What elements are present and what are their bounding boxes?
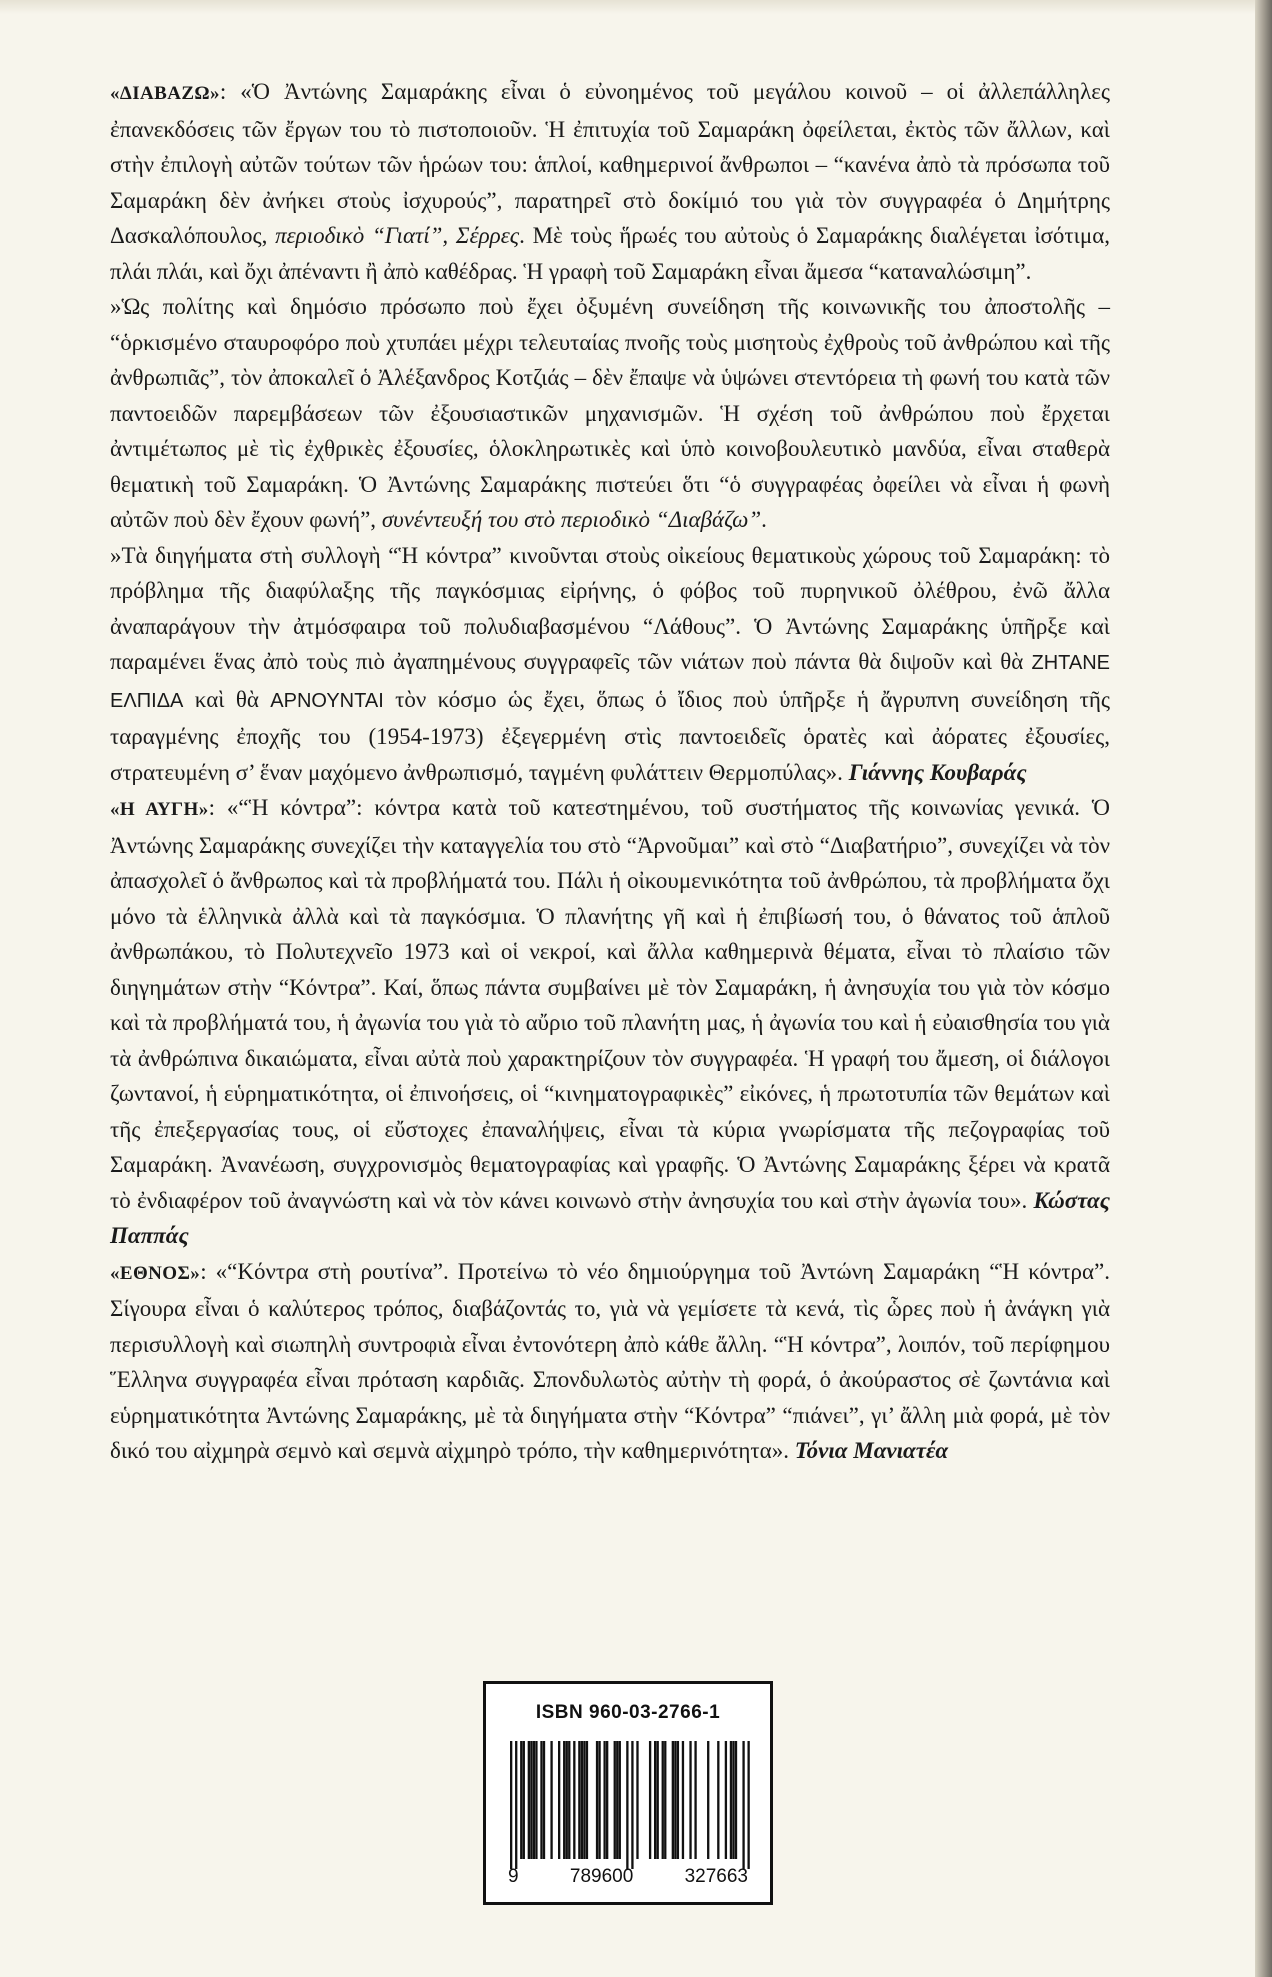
- barcode-bar: [520, 1741, 522, 1859]
- barcode-bar: [540, 1741, 542, 1859]
- review-text: .: [761, 507, 767, 532]
- barcode-bar: [530, 1741, 532, 1859]
- barcode-bar: [583, 1741, 585, 1859]
- review-text: »Τὰ διηγήματα στὴ συλλογὴ “Ἡ κόντρα” κινοῦνται στοὺς οἰκείους θεματικοὺς χώρους τοῦ Σαμαράκη: τὸ πρόβλημα τῆς διαφύλαξης τῆς παγκόσμιας εἰρήνης, ὁ φόβος τοῦ πυρηνικοῦ ὀλέθρου, ἐνῶ ἄλλα ἀναπαράγουν τὴν ἀτμόσφαιρα τοῦ πολυδιαβασμένου “Λάθους”. Ὁ Ἀντώνης Σαμαράκης ὑπῆρξε καὶ παραμένει ἕνας ἀπὸ τοὺς πιὸ ἀγαπημένους συγγραφεῖς τῶν νιάτων ποὺ πάντα θὰ διψοῦν καὶ θὰ: [110, 542, 1110, 674]
- barcode-bar: [528, 1741, 530, 1859]
- review-caps-text: ΖΗΤΑΝΕ ΕΛΠΙΔΑ: [110, 652, 1110, 712]
- barcode-bar: [664, 1741, 666, 1859]
- review-separator: : «: [200, 1258, 228, 1284]
- barcode-bar: [672, 1741, 674, 1859]
- cover-edge: [1255, 0, 1272, 1977]
- barcode-bar: [568, 1741, 570, 1859]
- barcode-bar: [543, 1741, 545, 1859]
- review-avgi: [110, 790, 1110, 1254]
- review-text: . Μὲ τοὺς ἥρωές του αὐτοὺς ὁ Σαμαράκης διαλέγεται ἰσότιμα, πλάι πλάι, καὶ ὄχι ἀπέναντι ἢ ἀπὸ καθέδρας. Ἡ γραφὴ τοῦ Σαμαράκη εἶναι ἄμεσα “καταναλώσιμη”.: [110, 223, 1110, 284]
- barcode-bar: [725, 1741, 727, 1859]
- barcode-bar: [606, 1741, 608, 1859]
- barcode-bar: [619, 1741, 621, 1859]
- barcode-bar: [707, 1741, 709, 1859]
- barcode-bar: [657, 1741, 659, 1859]
- review-source: «ΔΙΑΒΑΖΩ»: [110, 83, 220, 104]
- review-paragraph: [110, 289, 1110, 538]
- review-text: “Κόντρα στὴ ρουτίνα”. Προτείνω τὸ νέο δημιούργημα τοῦ Ἀντώνη Σαμαράκη “Ἡ κόντρα”. Σίγουρα εἶναι ὁ καλύτερος τρόπος, διαβάζοντάς το, γιὰ νὰ γεμίσετε τὰ κενά, τὶς ὧρες ποὺ ἡ ἀνάγκη γιὰ περισυλλογὴ καὶ σιωπηλὴ συντροφιὰ εἶναι ἐντονότερη ἀπὸ κάθε ἄλλη. “Ἡ κόντρα”, λοιπόν, τοῦ περίφημου Ἕλληνα συγγραφέα εἶναι πρόταση καρδιᾶς. Σπονδυλωτὸς αὐτὴν τὴ φορά, ὁ ἀκούραστος σὲ ζωντάνια καὶ εὑρηματικότητα Ἀντώνης Σαμαράκης, μὲ τὰ διηγήματα στὴν “Κόντρα” “πιάνει”, γι’ ἄλλη μιὰ φορά, μὲ τὸν δικό του αἰχμηρὰ σεμνὸ καὶ σεμνὰ αἰχμηρὸ τρόπο, τὴν καθημερινότητα».: [110, 1258, 1110, 1463]
- barcode-bar: [533, 1741, 535, 1859]
- barcode-bar: [717, 1741, 719, 1859]
- barcode-digits-left: 789600: [569, 1866, 634, 1887]
- review-citation: συνέντευξή του στὸ περιοδικὸ “Διαβάζω”: [381, 507, 762, 532]
- barcode-bar: [558, 1741, 560, 1859]
- isbn-label: ISBN 960-03-2766-1: [535, 1702, 721, 1723]
- barcode-bar: [649, 1741, 651, 1859]
- barcode-bar: [631, 1741, 633, 1869]
- barcode-bar: [573, 1741, 575, 1859]
- review-text: καὶ θὰ: [183, 686, 271, 712]
- review-text: »Ὡς πολίτης καὶ δημόσιο πρόσωπο ποὺ ἔχει ὀξυμένη συνείδηση τῆς κοινωνικῆς του ἀποστολῆς – “ὁρκισμένο σταυροφόρο ποὺ χτυπάει μέχρι τελευταίας πνοῆς τοὺς μισητοὺς ἐχθροὺς τοῦ ἀνθρώπου καὶ τῆς ἀνθρωπιᾶς”, τὸν ἀποκαλεῖ ὁ Ἀλέξανδρος Κοτζιάς – δὲν ἔπαψε νὰ ὑψώνει στεντόρεια τὴ φωνή του κατὰ τῶν παντοειδῶν παρεμβάσεων τῶν ἐξουσιαστικῶν μηχανισμῶν. Ἡ σχέση τοῦ ἀνθρώπου ποὺ ἔρχεται ἀντιμέτωπος μὲ τὶς ἐχθρικὲς ἐξουσίες, ὁλοκληρωτικὲς καὶ ὑπὸ κοινοβουλευτικὸ μανδύα, εἶναι σταθερὰ θεματικὴ τοῦ Σαμαράκη. Ὁ Ἀντώνης Σαμαράκης πιστεύει ὅτι “ὁ συγγραφέας ὀφείλει νὰ εἶναι ἡ φωνὴ αὐτῶν ποὺ δὲν ἔχουν φωνή”,: [110, 294, 1110, 532]
- barcode-bar: [550, 1741, 552, 1859]
- barcode-digits-right: 327663: [684, 1866, 748, 1887]
- isbn-barcode-box: [483, 1681, 773, 1905]
- barcode-bar: [603, 1741, 605, 1859]
- review-author: Τόνια Μανιατέα: [794, 1438, 949, 1463]
- barcode-bar: [515, 1741, 517, 1869]
- barcode-bar: [586, 1741, 588, 1859]
- barcode-bar: [674, 1741, 676, 1859]
- barcode-digits: [508, 1866, 748, 1888]
- barcode-bar: [578, 1741, 580, 1859]
- review-text: Ὁ Ἀντώνης Σαμαράκης εἶναι ὁ εὐνοημένος τοῦ μεγάλου κοινοῦ – οἱ ἀλλεπάλληλες ἐπανεκδόσεις τῶν ἔργων του τὸ πιστοποιοῦν. Ἡ ἐπιτυχία τοῦ Σαμαράκη ὀφείλεται, ἐκτὸς τῶν ἄλλων, καὶ στὴν ἐπιλογὴ αὐτῶν τούτων τῶν ἡρώων του: ἁπλοί, καθημερινοί ἄνθρωποι – “κανένα ἀπὸ τὰ πρόσωπα τοῦ Σαμαράκη δὲν ἀνήκει στοὺς ἰσχυρούς”, παρατηρεῖ στὸ δοκίμιό του γιὰ τὸν συγγραφέα ὁ Δημήτρης Δασκαλόπουλος,: [110, 79, 1110, 248]
- barcode-bar: [689, 1741, 691, 1859]
- review-source: «Η ΑΥΓΗ»: [110, 799, 209, 820]
- barcode-bar: [636, 1741, 638, 1859]
- barcode-digit-lead: 9: [508, 1866, 519, 1887]
- barcode-bar: [730, 1741, 732, 1859]
- review-ethnos: [110, 1254, 1110, 1469]
- barcode-bar: [682, 1741, 684, 1859]
- review-author: Γιάννης Κουβαράς: [848, 759, 1027, 785]
- barcode-bar: [732, 1741, 734, 1859]
- barcode-bar: [677, 1741, 679, 1859]
- review-diavazo: [110, 74, 1110, 289]
- review-author: Κώστας Παππάς: [110, 1187, 1110, 1248]
- barcode-bar: [662, 1741, 664, 1859]
- review-paragraph: [110, 538, 1110, 791]
- review-citation: περιοδικὸ “Γιατί”, Σέρρες: [275, 223, 520, 248]
- barcode-bar: [581, 1741, 583, 1859]
- barcode-icon: [510, 1741, 750, 1869]
- barcode-bar: [747, 1741, 749, 1869]
- review-source: «ΕΘΝΟΣ»: [110, 1262, 201, 1284]
- review-caps-text: ΑΡΝΟΥΝΤΑΙ: [270, 689, 384, 712]
- review-separator: : «: [208, 795, 239, 820]
- barcode-bar: [614, 1741, 616, 1859]
- barcode-bar: [566, 1741, 568, 1859]
- barcode-bar: [510, 1741, 512, 1869]
- barcode-bar: [694, 1741, 696, 1859]
- barcode-bar: [742, 1741, 744, 1869]
- barcode-bar: [626, 1741, 628, 1869]
- barcode-bar: [616, 1741, 618, 1859]
- reviews-text-block: [110, 74, 1110, 1469]
- barcode-bar: [654, 1741, 656, 1859]
- barcode-bar: [523, 1741, 525, 1859]
- review-text: “Ἡ κόντρα”: κόντρα κατὰ τοῦ κατεστημένου, τοῦ συστήματος τῆς κοινωνίας γενικά. Ὁ Ἀντώνης Σαμαράκης συνεχίζει τὴν καταγγελία του στὸ “Ἀρνοῦμαι” καὶ στὸ “Διαβατήριο”, συνεχίζει νὰ τὸν ἀπασχολεῖ ὁ ἄνθρωπος καὶ τὰ προβλήματά του. Πάλι ἡ οἰκουμενικότητα τοῦ ἀνθρώπου, τὰ προβλήματα ὄχι μόνο τὰ ἑλληνικὰ ἀλλὰ καὶ τὰ παγκόσμια. Ὁ πλανήτης γῆ καὶ ἡ ἐπιβίωσή του, ὁ θάνατος τοῦ ἁπλοῦ ἀνθρωπάκου, τὸ Πολυτεχνεῖο 1973 καὶ οἱ νεκροί, καὶ ἄλλα καθημερινὰ θέματα, εἶναι τὸ πλαίσιο τῶν διηγημάτων στὴν “Κόντρα”. Καί, ὅπως πάντα συμβαίνει μὲ τὸν Σαμαράκη, ἡ ἀνησυχία του γιὰ τὸν κόσμο καὶ τὰ προβλήματά του, ἡ ἀγωνία του γιὰ τὸ αὔριο τοῦ πλανήτη μας, ἡ ἀγωνία του καὶ ἡ εὐαισθησία του γιὰ τὰ ἀνθρώπινα δικαιώματα, εἶναι αὐτὰ ποὺ χαρακτηρίζουν τὸν συγγραφέα. Ἡ γραφή του ἄμεση, οἱ διάλογοι ζωντανοί, ἡ εὑρηματικότητα, οἱ ἐπινοήσεις, οἱ “κινηματογραφικὲς” εἰκόνες, ἡ πρωτοτυπία τῶν θεμάτων καὶ τῆς ἐπεξεργασίας τους, οἱ εὔστοχες ἐπαναλήψεις, εἶναι τὰ κύρια γνωρίσματα τῆς πεζογραφίας τοῦ Σαμαράκη. Ἀνανέωση, συγχρονισμὸς θεματογραφίας καὶ γραφῆς. Ὁ Ἀντώνης Σαμαράκης ξέρει νὰ κρατᾶ τὸ ἐνδιαφέρον τοῦ ἀναγνώστη καὶ νὰ τὸν κάνει κοινωνὸ στὴν ἀνησυχία του καὶ στὴν ἀγωνία του».: [110, 795, 1111, 1213]
- review-text: τὸν κόσμο ὡς ἔχει, ὅπως ὁ ἴδιος ποὺ ὑπῆρξε ἡ ἄγρυπνη συνείδηση τῆς ταραγμένης ἐποχῆς του (1954-1973) ἐξεγερμένη στὶς παντοειδεῖς ὁρατὲς καὶ ἀόρατες ἐξουσίες, στρατευμένη σ’ ἕναν μαχόμενο ἀνθρωπισμό, ταγμένη φυλάττειν Θερμοπύλας».: [110, 686, 1110, 785]
- review-separator: : «: [219, 79, 252, 104]
- barcode-bar: [563, 1741, 565, 1859]
- barcode-bar: [735, 1741, 737, 1859]
- barcode-bar: [596, 1741, 598, 1859]
- barcode-bar: [598, 1741, 600, 1859]
- barcode-bar: [535, 1741, 537, 1859]
